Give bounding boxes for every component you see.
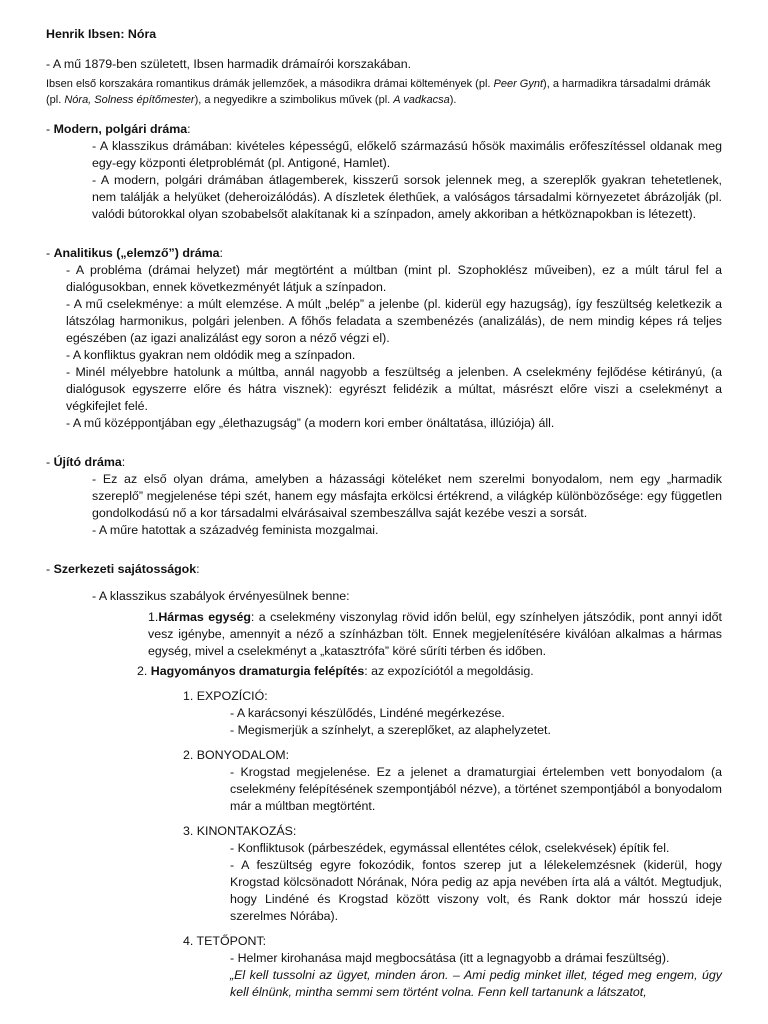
section-heading-analitikus [46, 245, 722, 262]
section-heading-ujito [46, 454, 722, 471]
heading-prefix: - [46, 246, 54, 260]
harmas-text: : a cselekmény viszonylag rövid időn belül, egy színhelyen játszódik, pont annyi időt vesz igénybe, amennyit a néző a színházban tölt. Ennek megjelenítésére kiválóan alkalmas a hármas egység, mivel a cselekményt a „katasztrófa” köré sűríti térben és időben. [148, 610, 722, 658]
ujito-item-2: - A műre hatottak a századvég feminista mozgalmai. [92, 523, 379, 537]
analitikus-item-5: - A mű középpontjában egy „élethazugság” (a modern kori ember önáltatása, illúziója) áll. [66, 416, 555, 430]
section-ujito [46, 454, 722, 539]
phase-label-kibontakozas: 3. KINONTAKOZÁS: [183, 824, 297, 838]
analitikus-item-3: - A konfliktus gyakran nem oldódik meg a színpadon. [66, 348, 356, 362]
phase-3-item-2: - A feszültség egyre fokozódik, fontos szerep jut a lélekelemzésnek (kiderül, hogy Krogstad kölcsönadott Nórának, Nóra pedig az apja nevében írta alá a váltót. Megtudjuk, hogy Lindéné és Krogstad között viszony volt, és Rank doktor már hosszú ideje szerelmes Nórába). [230, 858, 722, 923]
phase-3-item-1: - Konfliktusok (párbeszédek, egymással ellentétes célok, cselekvések) építik fel. [230, 841, 670, 855]
periods-paragraph [46, 76, 722, 108]
phase-4-item-1: - Helmer kirohanása majd megbocsátása (itt a legnagyobb a drámai feszültség). [230, 951, 670, 965]
phase-label-tetopont: 4. TETŐPONT: [183, 934, 267, 948]
analitikus-item-1: - A probléma (drámai helyzet) már megtörtént a múltban (mint pl. Szophoklész műveiben), ez a múlt tárul fel a dialógusokban, ennek következményét látjuk a színpadon. [66, 263, 722, 294]
heading-colon: : [187, 122, 191, 136]
heading-colon: : [196, 562, 200, 576]
phase-label-expozicio: 1. EXPOZÍCIÓ: [183, 689, 268, 703]
heading-prefix: - [46, 122, 54, 136]
harmas-egyseg-paragraph [148, 609, 722, 660]
periods-text-2: ), a harmadikra társadalmi drámák (pl. [46, 78, 711, 106]
heading-colon: : [219, 246, 223, 260]
heading-colon: : [121, 455, 126, 469]
periods-text-4: ). [449, 94, 457, 106]
document-page [46, 26, 722, 1001]
periods-text-3: ), a negyedikre a szimbolikus művek (pl. [194, 94, 394, 106]
intro-line: - A mű 1879-ben született, Ibsen harmadik drámaírói korszakában. [46, 57, 412, 71]
phase-1-item-1: - A karácsonyi készülődés, Lindéné megérkezése. [230, 706, 505, 720]
hagyomanyos-text: : az expozíciótól a megoldásig. [364, 664, 534, 678]
periods-italic-1: Peer Gynt [493, 78, 544, 90]
harmas-number: 1. [148, 610, 159, 624]
phase-2-item-1: - Krogstad megjelenése. Ez a jelenet a dramaturgiai értelemben vett bonyodalom (a cselekmény felépítésének szempontjából nézve), a történet szempontjából a bonyodalom már a múltban megtörtént. [230, 765, 722, 813]
hagyomanyos-paragraph [137, 663, 722, 680]
section-szerkezeti [46, 561, 722, 1001]
periods-italic-3: A vadkacsa [393, 94, 450, 106]
document-title: Henrik Ibsen: Nóra [46, 27, 157, 41]
section-heading-modern [46, 121, 722, 138]
modern-item-2: - A modern, polgári drámában átlagemberek, kisszerű sorsok jelennek meg, a szereplők gyakran tehetetlenek, nem találják a helyüket (deheroizálódás). A díszletek élethűek, a valóságos társadalmi környezetet ábrázolják (pl. valódi bútorokkal olyan szobabelsőt alakítanak ki a színpadon, amely akkoriban a hétköznapokban is létezett). [92, 173, 722, 221]
hagyomanyos-number: 2. [137, 664, 151, 678]
phase-label-bonyodalom: 2. BONYODALOM: [183, 748, 290, 762]
section-heading-szerkezeti [46, 561, 722, 578]
phase-1-item-2: - Megismerjük a színhelyt, a szereplőket, az alaphelyzetet. [230, 723, 551, 737]
periods-italic-2: Nóra, Solness építőmester [64, 94, 195, 106]
heading-text-ujito: Újító dráma [53, 455, 122, 469]
hagyomanyos-bold: Hagyományos dramaturgia felépítés [150, 664, 365, 678]
szerkezeti-intro: - A klasszikus szabályok érvényesülnek benne: [92, 589, 350, 603]
heading-prefix: - [46, 562, 54, 576]
section-analitikus [46, 245, 722, 432]
harmas-bold: Hármas egység [158, 610, 251, 624]
heading-text-szerkezeti: Szerkezeti sajátosságok [53, 562, 197, 576]
analitikus-item-2: - A mű cselekménye: a múlt elemzése. A múlt „belép” a jelenbe (pl. kiderül egy hazugság), így feszültség keletkezik a látszólag harmonikus, polgári jelenben. A főhős feladata a szembenézés (analizálás), de nem mindig képes rá teljes egészében (az igazi analizálást egy soron a néző végzi el). [66, 297, 722, 345]
modern-item-1: - A klasszikus drámában: kivételes képességű, előkelő származású hősök maximális erőfeszítéssel oldanak meg egy-egy központi életproblémát (pl. Antigoné, Hamlet). [92, 139, 722, 170]
analitikus-item-4: - Minél mélyebbre hatolunk a múltba, annál nagyobb a feszültség a jelenben. A cselekmény fejlődése kétirányú, (a dialógusok egyszerre előre és hátra visznek): egyrészt felidézik a múltat, másrészt előre viszi a cselekményt a végkifejlet felé. [66, 365, 722, 413]
heading-text-modern: Modern, polgári dráma [53, 122, 188, 136]
heading-text-analitikus: Analitikus („elemző”) dráma [53, 246, 220, 260]
ujito-item-1: - Ez az első olyan dráma, amelyben a házassági köteléket nem szerelmi bonyodalom, nem egy „harmadik szereplő” megjelenése tépi szét, hanem egy másfajta erkölcsi értékrend, a világkép különbözősége: egy független gondolkodású nő a kor társadalmi elvárásaival szembeszállva saját kezébe veszi a sorsát. [92, 472, 722, 520]
heading-prefix: - [46, 455, 54, 469]
periods-text-1: Ibsen első korszakára romantikus drámák jellemzőek, a másodikra drámai költemények (pl. [46, 78, 494, 90]
section-modern [46, 121, 722, 223]
phase-4-quote: „El kell tussolni az ügyet, minden áron. – Ami pedig minket illet, téged meg engem, úgy kell élnünk, mintha semmi sem történt volna. Fenn kell tartanunk a látszatot, [230, 968, 722, 999]
